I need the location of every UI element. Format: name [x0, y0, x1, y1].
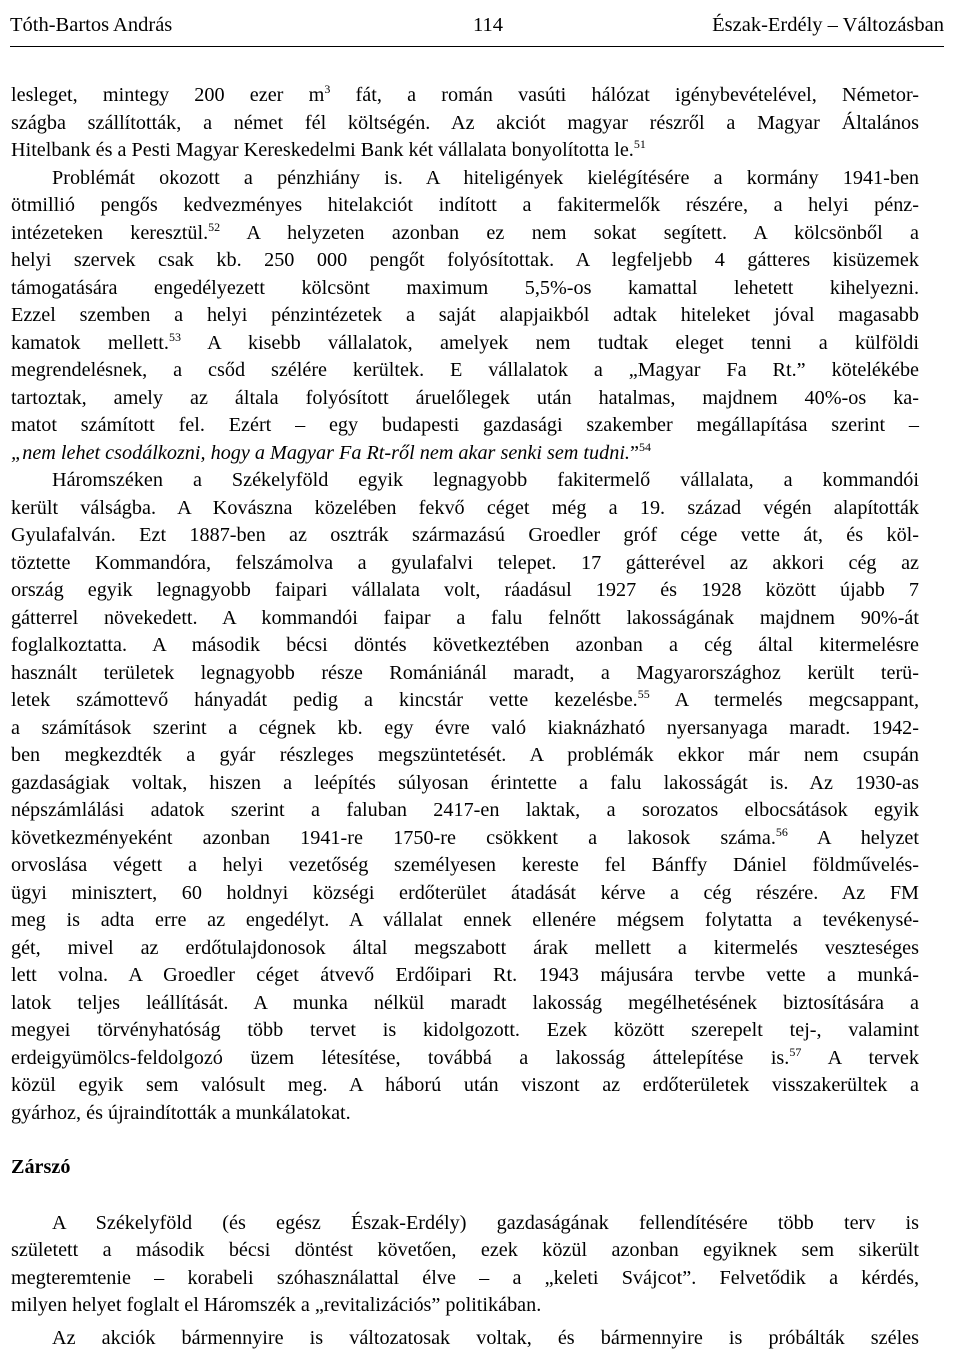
- header-author: Tóth-Bartos András: [10, 14, 173, 36]
- text-line: Háromszéken a Székelyföld egyik legnagyobb fakitermelő vállalata, a kommandói: [52, 469, 919, 491]
- text-line: ben megkezdték a gyár részleges megszüntetését. A problémák ekkor már nem csupán: [11, 744, 919, 766]
- text-line: Az akciók bármennyire is változatosak voltak, és bármennyire is próbálták széles: [52, 1326, 919, 1349]
- footnote-ref-56: 56: [775, 824, 788, 839]
- superscript: 3: [324, 82, 331, 96]
- footnote-ref-55: 55: [637, 687, 650, 701]
- text-line: milyen helyet foglalt el Háromszék a „revitalizációs” politikában.: [11, 1294, 542, 1316]
- text-line: letek számottevő hányadát pedig a kincstár vette kezelésbe.$^{55}$ A termelés megcsappant,: [11, 687, 919, 711]
- paragraph-5: [11, 1325, 919, 1353]
- text-line: latok teljes leállítását. A munka nélkül maradt lakosság megélhetésének biztosítására a: [11, 991, 919, 1014]
- text-line: meg is adta erre az engedélyt. A vállalat ennek ellenére mégsem folytatta a tevékenysé-: [11, 909, 919, 931]
- text-line: foglalkoztatta. A második bécsi döntés következtében azonban a cég által kitermelésre: [11, 634, 919, 656]
- text-line: lesleget, mintegy 200 ezer $m^3$ fát, a román vasúti hálózat igénybevételével, Németor-: [11, 82, 919, 106]
- text-line: helyi szervek csak kb. 250 000 pengőt folyósítottak. A legfeljebb 4 gátteres kisüzemek: [11, 249, 919, 271]
- paragraph-4: [11, 1210, 919, 1320]
- text-line: megteremtenie – korabeli szóhasználattal élve – a „keleti Svájcot”. Felvetődik a kérdés,: [11, 1266, 919, 1289]
- text-line: lett volna. A Groedler céget átvevő Erdőipari Rt. 1943 májusára tervbe vette a munká-: [11, 964, 919, 986]
- text-line: gátterrel növekedett. A kommandói faipar a falu felnőtt lakosságának majdnem 90%-át: [11, 606, 919, 629]
- footnote-ref-52: 52: [208, 219, 221, 234]
- text-line: a számítások szerint a cégnek kb. egy évre való kiaknázható nyersanyaga maradt. 1942-: [11, 716, 919, 739]
- text-line: kamatok mellett.$^{53}$ A kisebb vállalatok, amelyek nem tudtak eleget tenni a külföldi: [11, 329, 919, 354]
- page-body: [11, 82, 919, 1352]
- text-line: gazdaságiak voltak, hiszen a leépítés súlyosan érintette a falu lakosságát is. Az 1930-as: [11, 771, 919, 794]
- text-line: ország egyik legnagyobb faipari vállalata volt, ráadásul 1927 és 1928 között újabb 7: [11, 579, 919, 601]
- text-line: matot számított fel. Ezért – egy budapesti gazdasági szakember megállapítása szerint –: [11, 414, 919, 436]
- text-line: támogatására engedélyezett kölcsönt maximum 5,5%-os kamattal lehetett kihelyezni.: [11, 276, 919, 299]
- text-line: használt területek legnagyobb része Romániánál maradt, a Magyarországhoz került terü-: [11, 661, 919, 684]
- text-line: Hitelbank és a Pesti Magyar Kereskedelmi Bank két vállalata bonyolította le.$^{51}$: [11, 137, 646, 161]
- text-line: töztette Kommandóra, felszámolva a gyulafalvi telepet. 17 gátterével az akkori cég az: [11, 551, 919, 574]
- text-line: gyárhoz, és újraindították a munkálatokat.: [11, 1101, 351, 1124]
- text-line: ötmillió pengős kedvezményes hitelakciót indított a fakitermelők részére, a helyi pénz-: [11, 194, 919, 216]
- text-line: „nem lehet csodálkozni, hogy a Magyar Fa Rt-ről nem akar senki sem tudni.”$^{54}$: [11, 439, 651, 464]
- text-line: ügyi minisztert, 60 holdnyi községi erdőterület átadását kérve a cég részére. Az FM: [11, 881, 919, 904]
- paragraph-1: [11, 82, 919, 165]
- text-line: intézeteken keresztül.$^{52}$ A helyzeten azonban ez nem sokat segített. A kölcsönből a: [11, 219, 919, 244]
- text-line: született a második bécsi döntést követően, ezek közül azonban egyiknek sem sikerült: [11, 1239, 919, 1261]
- text-line: erdeigyümölcs-feldolgozó üzem létesítése, továbbá a lakosság áttelepítése is.$^{57}$ A tervek: [11, 1044, 919, 1069]
- text-line: megyei törvényhatóság több tervet is kidolgozott. Ezek között szerepelt tej-, valamint: [11, 1019, 919, 1041]
- text-line: népszámlálási adatok szerint a faluban 2417-en laktak, a sorozatos elbocsátások egyik: [11, 799, 919, 821]
- running-header: [10, 0, 944, 47]
- text-line: orvoslása végett a helyi vezetőség személyesen kereste fel Bánffy Dániel földművelés-: [11, 854, 919, 876]
- section-heading: Zárszó: [11, 1156, 71, 1178]
- footnote-ref-51: 51: [633, 137, 646, 151]
- text-line: A Székelyföld (és egész Észak-Erdély) gazdaságának fellendítésére több terv is: [52, 1211, 919, 1234]
- footnote-ref-57: 57: [789, 1044, 802, 1059]
- text-line: Problémát okozott a pénzhiány is. A hiteligények kielégítésére a kormány 1941-ben: [52, 166, 919, 189]
- text-line: Gyulafalván. Ezt 1887-ben az osztrák származású Groedler gróf cége vette át, és köl-: [11, 524, 919, 546]
- header-title: Észak-Erdély – Változásban: [712, 14, 944, 36]
- footnote-ref-54: 54: [638, 439, 651, 454]
- italic-quote: „nem lehet csodálkozni, hogy a Magyar Fa Rt-ről nem akar senki sem tudni.: [11, 441, 630, 464]
- text-line: közül egyik sem valósult meg. A háború után viszont az erdőterületek visszakerültek a: [11, 1074, 919, 1096]
- text-line: Ezzel szemben a helyi pénzintézetek a saját alapjaikból adtak hiteleket jóval magasabb: [11, 304, 919, 326]
- footnote-ref-53: 53: [168, 329, 181, 344]
- text-line: szágba szállították, a német fél költségén. Az akciót magyar részről a Magyar Általános: [11, 111, 919, 134]
- text-line: gét, mivel az erdőtulajdonosok által megszabott árak mellett a kitermelés veszteséges: [11, 936, 919, 959]
- text-line: megrendelésnek, a csőd szélére kerültek. E vállalatok a „Magyar Fa Rt.” kötelékébe: [11, 359, 919, 381]
- text-line: tartoztak, amely az általa folyósított áruelőlegek után hatalmas, majdnem 40%-os ka-: [11, 386, 919, 409]
- text-line: került válságba. A Kovászna közelében fekvő céget még a 19. század végén alapították: [11, 496, 919, 519]
- paragraph-3: [11, 467, 919, 1127]
- text-line: következményeként azonban 1941-re 1750-re csökkent a lakosok száma.$^{56}$ A helyzet: [11, 824, 919, 849]
- page-number: 114: [473, 14, 503, 36]
- paragraph-2: [11, 165, 919, 468]
